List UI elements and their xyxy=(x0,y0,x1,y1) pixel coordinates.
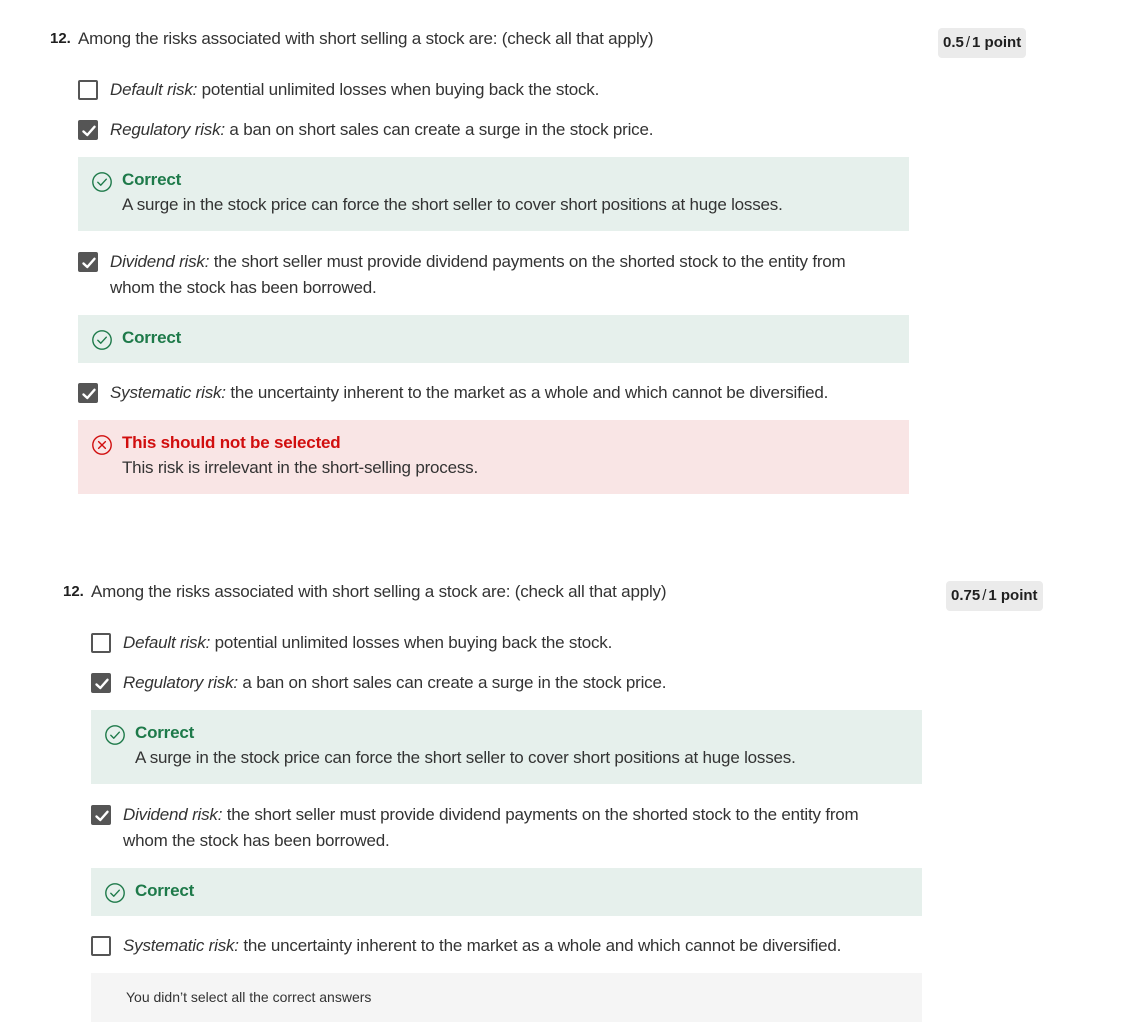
score-separator: / xyxy=(982,587,987,604)
score-badge xyxy=(946,581,1043,611)
feedback-title: Correct xyxy=(135,723,195,742)
feedback-incorrect xyxy=(78,420,909,494)
feedback-text: This risk is irrelevant in the short-selling process. xyxy=(122,458,478,477)
option-term: Regulatory risk: xyxy=(123,673,238,692)
score-total: 1 point xyxy=(988,587,1038,604)
option-text: the short seller must provide dividend payments on the shorted stock to the entity from whom the stock has been borrowed. xyxy=(110,252,846,297)
feedback-correct xyxy=(91,710,922,784)
feedback-correct xyxy=(78,157,909,231)
check-circle-icon xyxy=(104,724,126,746)
answer-option[interactable] xyxy=(91,933,891,959)
option-term: Systematic risk: xyxy=(110,383,226,402)
answer-option[interactable] xyxy=(91,802,891,854)
option-term: Default risk: xyxy=(123,633,211,652)
notice-text: You didn’t select all the correct answers xyxy=(126,989,372,1005)
check-circle-icon xyxy=(91,171,113,193)
check-circle-icon xyxy=(104,882,126,904)
option-text: a ban on short sales can create a surge in the stock price. xyxy=(224,120,654,139)
score-badge xyxy=(938,28,1026,58)
checkbox-unchecked[interactable] xyxy=(78,80,98,100)
question-block xyxy=(63,581,1053,1005)
feedback-text: A surge in the stock price can force the short seller to cover short positions at huge losses. xyxy=(135,748,796,767)
answer-option[interactable] xyxy=(91,670,891,696)
checkbox-unchecked[interactable] xyxy=(91,936,111,956)
feedback-title: This should not be selected xyxy=(122,433,341,452)
score-total: 1 point xyxy=(972,34,1022,51)
question-number: 12. xyxy=(50,30,71,47)
question-text: Among the risks associated with short selling a stock are: (check all that apply) xyxy=(91,582,667,601)
score-separator: / xyxy=(965,34,971,51)
question-number: 12. xyxy=(63,583,84,600)
checkmark-icon xyxy=(81,255,97,271)
checkbox-checked[interactable] xyxy=(78,383,98,403)
feedback-title: Correct xyxy=(122,170,182,189)
feedback-correct xyxy=(91,868,922,916)
feedback-correct xyxy=(78,315,909,363)
checkmark-icon xyxy=(81,386,97,402)
option-text: a ban on short sales can create a surge in the stock price. xyxy=(237,673,667,692)
question-block xyxy=(50,28,1040,477)
x-circle-icon xyxy=(91,434,113,456)
option-text: the short seller must provide dividend payments on the shorted stock to the entity from whom the stock has been borrowed. xyxy=(123,805,859,850)
answer-option[interactable] xyxy=(78,77,878,103)
checkmark-icon xyxy=(81,123,97,139)
option-term: Dividend risk: xyxy=(123,805,223,824)
option-text: potential unlimited losses when buying back the stock. xyxy=(197,80,600,99)
feedback-title: Correct xyxy=(122,328,182,347)
checkmark-icon xyxy=(94,808,110,824)
option-text: potential unlimited losses when buying back the stock. xyxy=(210,633,613,652)
option-term: Systematic risk: xyxy=(123,936,239,955)
checkbox-checked[interactable] xyxy=(78,252,98,272)
score-earned: 0.5 xyxy=(943,34,964,51)
checkbox-unchecked[interactable] xyxy=(91,633,111,653)
checkmark-icon xyxy=(94,676,110,692)
question-text: Among the risks associated with short selling a stock are: (check all that apply) xyxy=(78,29,654,48)
option-term: Default risk: xyxy=(110,80,198,99)
answer-option[interactable] xyxy=(91,630,891,656)
option-text: the uncertainty inherent to the market as a whole and which cannot be diversified. xyxy=(225,383,829,402)
answer-option[interactable] xyxy=(78,249,878,301)
option-term: Regulatory risk: xyxy=(110,120,225,139)
answer-option[interactable] xyxy=(78,380,878,406)
answer-option[interactable] xyxy=(78,117,878,143)
score-earned: 0.75 xyxy=(951,587,981,604)
checkbox-checked[interactable] xyxy=(78,120,98,140)
option-text: the uncertainty inherent to the market as a whole and which cannot be diversified. xyxy=(238,936,842,955)
check-circle-icon xyxy=(91,329,113,351)
feedback-text: A surge in the stock price can force the short seller to cover short positions at huge losses. xyxy=(122,195,783,214)
question-header xyxy=(50,28,1040,60)
checkbox-checked[interactable] xyxy=(91,673,111,693)
checkbox-checked[interactable] xyxy=(91,805,111,825)
feedback-title: Correct xyxy=(135,881,195,900)
feedback-notice xyxy=(91,973,922,1022)
option-term: Dividend risk: xyxy=(110,252,210,271)
question-header xyxy=(63,581,1053,613)
